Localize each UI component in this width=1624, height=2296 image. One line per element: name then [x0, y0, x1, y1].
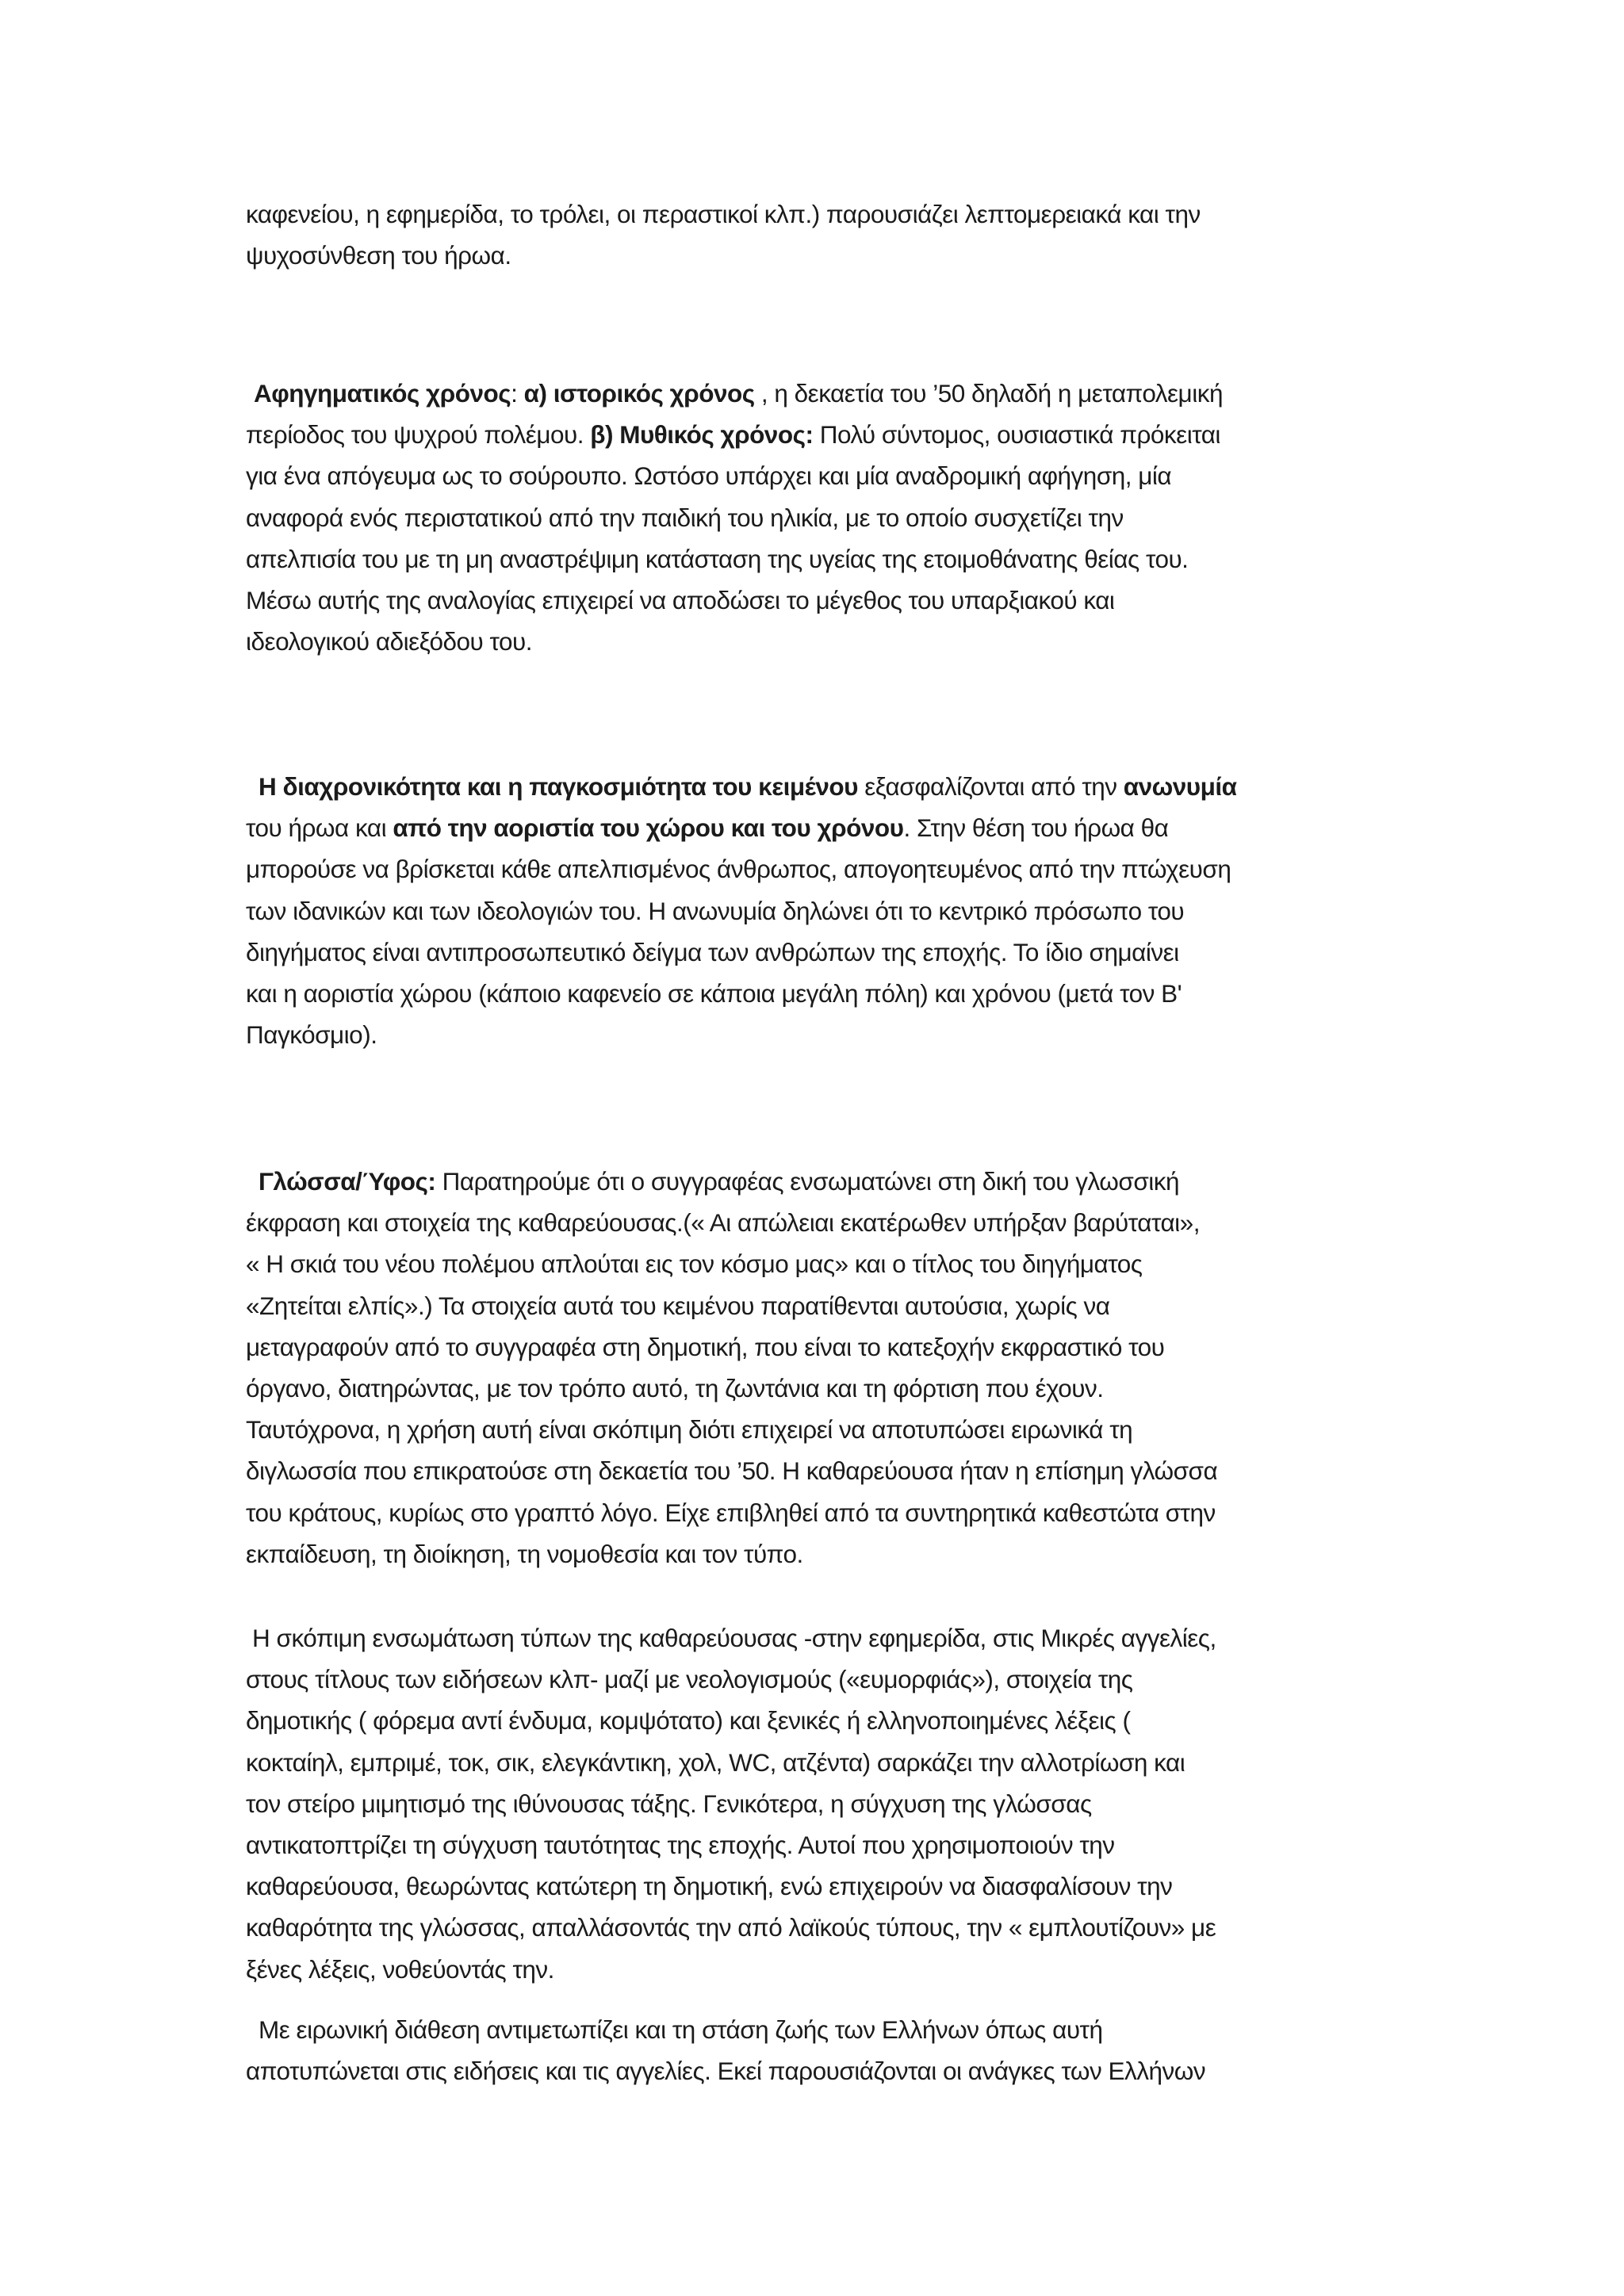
text-line: όργανο, διατηρώντας, με τον τρόπο αυτό, τη ζωντάνια και τη φόρτιση που έχουν. — [246, 1374, 1104, 1403]
text-line: Παγκόσμιο). — [246, 1020, 377, 1050]
heading-mythical-time: β) Μυθικός χρόνος: — [590, 420, 814, 450]
heading-language-style: Γλώσσα/Ύφος: — [259, 1167, 436, 1196]
text-line: του κράτους, κυρίως στο γραπτό λόγο. Είχε επιβληθεί από τα συντηρητικά καθεστώτα στην — [246, 1498, 1216, 1527]
text-line: Η σκόπιμη ενσωμάτωση τύπων της καθαρεύουσας -στην εφημερίδα, στις Μικρές αγγελίες, — [252, 1624, 1216, 1652]
text-run: Παρατηρούμε ότι ο συγγραφέας ενσωματώνει στη δική του γλωσσική — [435, 1167, 1180, 1196]
text-line: «Ζητείται ελπίς».) Τα στοιχεία αυτά του κειμένου παρατίθενται αυτούσια, χωρίς να — [246, 1291, 1110, 1320]
text-run: . Στην θέση του ήρωα θα — [903, 813, 1169, 843]
heading-historical-time: α) ιστορικός χρόνος — [523, 379, 755, 408]
text-line: Με ειρωνική διάθεση αντιμετωπίζει και τη στάση ζωής των Ελλήνων όπως αυτή — [259, 2015, 1103, 2044]
text-line: μπορούσε να βρίσκεται κάθε απελπισμένος άνθρωπος, απογοητευμένος από την πτώχευση — [246, 855, 1231, 884]
text-line: κοκταίηλ, εμπριμέ, τοκ, σικ, ελεγκάντικη, χολ, WC, ατζέντα) σαρκάζει την αλλοτρίωση και — [246, 1747, 1185, 1777]
text-line: αντικατοπτρίζει τη σύγχυση ταυτότητας της εποχής. Αυτοί που χρησιμοποιούν την — [246, 1831, 1115, 1860]
text-line — [246, 414, 1388, 455]
text-line: τον στείρο μιμητισμό της ιθύνουσας τάξης. Γενικότερα, η σύγχυση της γλώσσας — [246, 1789, 1092, 1818]
text-run: Πολύ σύντομος, ουσιαστικά πρόκειται — [813, 420, 1220, 450]
text-line: « Η σκιά του νέου πολέμου απλούται εις τον κόσμο μας» και ο τίτλος του διηγήματος — [246, 1249, 1143, 1279]
text-line: των ιδανικών και των ιδεολογιών του. Η ανωνυμία δηλώνει ότι το κεντρικό πρόσωπο του — [246, 896, 1185, 925]
heading-timelessness: Η διαχρονικότητα και η παγκοσμιότητα του κειμένου — [259, 772, 858, 801]
text-line: στους τίτλους των ειδήσεων κλπ- μαζί με νεολογισμούς («ευμορφιάς»), στοιχεία της — [246, 1665, 1133, 1694]
text-line: καφενείου, η εφημερίδα, το τρόλει, οι περαστικοί κλπ.) παρουσιάζει λεπτομερειακά και την — [246, 200, 1201, 228]
text-run: εξασφαλίζονται από την — [858, 772, 1124, 801]
text-run: , η δεκαετία του ’50 δηλαδή η μεταπολεμική — [754, 379, 1223, 408]
text-line: ξένες λέξεις, νοθεύοντάς την. — [246, 1954, 554, 1984]
paragraph-timelessness — [246, 766, 1388, 1055]
text-line: και η αοριστία χώρου (κάποιο καφενείο σε κάποια μεγάλη πόλη) και χρόνου (μετά τον Β' — [246, 979, 1182, 1008]
text-run: του ήρωα και — [246, 813, 393, 843]
text-line: καθαρότητα της γλώσσας, απαλλάσοντάς την από λαϊκούς τύπους, την « εμπλουτίζουν» με — [246, 1913, 1216, 1942]
paragraph-irony — [246, 2009, 1388, 2091]
text-line — [246, 807, 1388, 848]
text-line: διγλωσσία που επικρατούσε στη δεκαετία του ’50. Η καθαρεύουσα ήταν η επίσημη γλώσσα — [246, 1456, 1218, 1486]
text-line: απελπισία του με τη μη αναστρέψιμη κατάσταση της υγείας της ετοιμοθάνατης θείας του. — [246, 544, 1189, 573]
text-run: περίοδος του ψυχρού πολέμου. — [246, 420, 591, 450]
paragraph-katharevousa — [246, 1617, 1388, 1990]
paragraph-narrative-time — [246, 373, 1388, 662]
text-line: καθαρεύουσα, θεωρώντας κατώτερη τη δημοτική, ενώ επιχειρούν να διασφαλίσουν την — [246, 1872, 1173, 1901]
text-line — [246, 766, 1388, 807]
text-line — [246, 373, 1388, 414]
text-line: Ταυτόχρονα, η χρήση αυτή είναι σκόπιμη διότι επιχειρεί να αποτυπώσει ειρωνικά τη — [246, 1415, 1133, 1445]
text-line: αναφορά ενός περιστατικού από την παιδική του ηλικία, με το οποίο συσχετίζει την — [246, 503, 1124, 532]
text-line — [246, 1161, 1388, 1202]
paragraph-language-style — [246, 1161, 1388, 1575]
text-line: έκφραση και στοιχεία της καθαρεύουσας.(« Αι απώλειαι εκατέρωθεν υπήρξαν βαρύταται», — [246, 1208, 1200, 1238]
text-run: : — [511, 379, 524, 408]
text-line: μεταγραφούν από το συγγραφέα στη δημοτική, που είναι το κατεξοχήν εκφραστικό του — [246, 1332, 1165, 1361]
heading-narrative-time: Αφηγηματικός χρόνος — [254, 379, 511, 408]
text-line: Μέσω αυτής της αναλογίας επιχειρεί να αποδώσει το μέγεθος του υπαρξιακού και — [246, 586, 1115, 615]
emphasis-anonymity: ανωνυμία — [1123, 772, 1237, 801]
text-line: ψυχοσύνθεση του ήρωα. — [246, 241, 511, 270]
paragraph-narrative-setting — [246, 193, 1388, 276]
text-line: ιδεολογικού αδιεξόδου του. — [246, 627, 532, 656]
text-line: εκπαίδευση, τη διοίκηση, τη νομοθεσία και τον τύπο. — [246, 1539, 803, 1568]
emphasis-vagueness: από την αοριστία του χώρου και του χρόνου — [393, 813, 904, 843]
text-line: αποτυπώνεται στις ειδήσεις και τις αγγελίες. Εκεί παρουσιάζονται οι ανάγκες των Ελλήνων — [246, 2057, 1206, 2086]
text-line: δημοτικής ( φόρεμα αντί ένδυμα, κομψότατο) και ξενικές ή ελληνοποιημένες λέξεις ( — [246, 1706, 1131, 1735]
text-line: για ένα απόγευμα ως το σούρουπο. Ωστόσο υπάρχει και μία αναδρομική αφήγηση, μία — [246, 461, 1172, 491]
text-line: διηγήματος είναι αντιπροσωπευτικό δείγμα των ανθρώπων της εποχής. Το ίδιο σημαίνει — [246, 937, 1179, 966]
